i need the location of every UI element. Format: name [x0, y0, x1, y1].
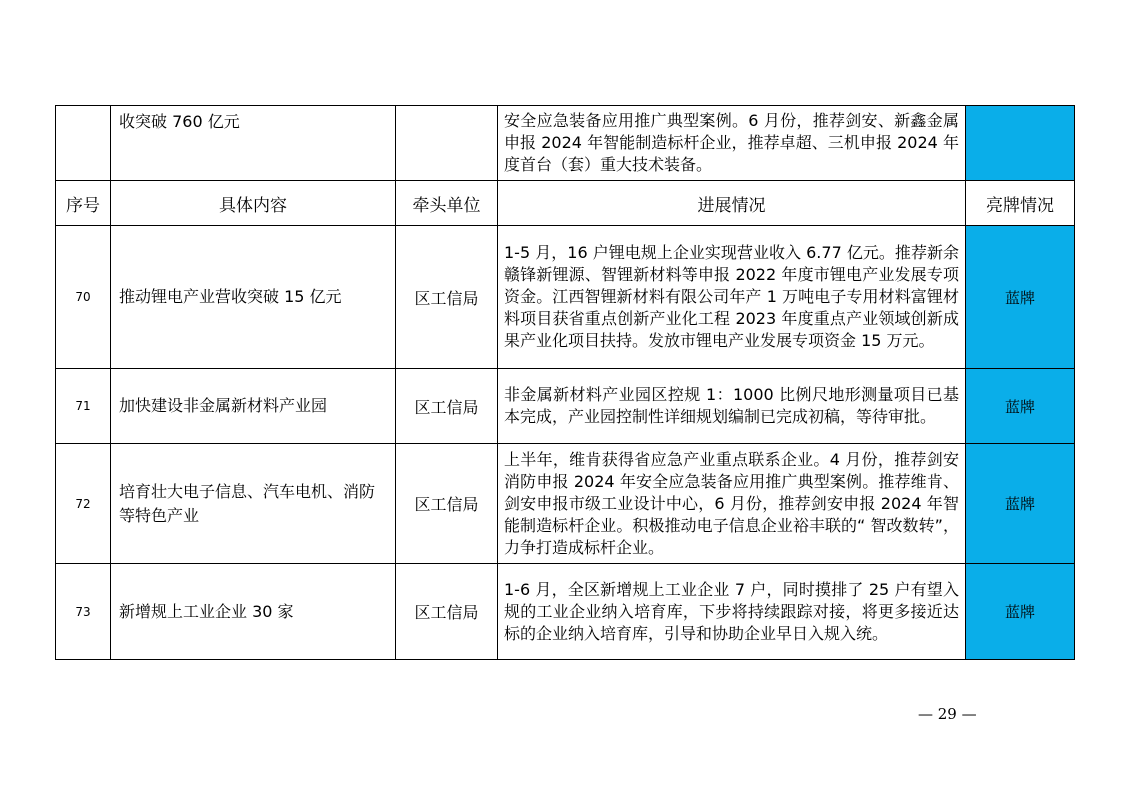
- row-badge: 蓝牌: [966, 564, 1075, 660]
- row-num: 70: [56, 226, 111, 369]
- row-badge: 蓝牌: [966, 369, 1075, 444]
- row-progress: 非金属新材料产业园区控规 1：1000 比例尺地形测量项目已基本完成，产业园控制性详细规划编制已完成初稿，等待审批。: [498, 369, 966, 444]
- row-unit: 区工信局: [396, 226, 498, 369]
- unit-cell: [396, 106, 498, 181]
- progress-cell: 安全应急装备应用推广典型案例。6 月份，推荐剑安、新鑫金属申报 2024 年智能制造标杆企业，推荐卓超、三机申报 2024 年度首台（套）重大技术装备。: [498, 106, 966, 181]
- row-num: 71: [56, 369, 111, 444]
- row-progress: 上半年，维肯获得省应急产业重点联系企业。4 月份，推荐剑安消防申报 2024 年安全应急装备应用推广典型案例。推荐维肯、剑安申报市级工业设计中心，6 月份，推荐剑安申报 2024 年智能制造标杆企业。积极推动电子信息企业裕丰联的“ 智改数转”，力争打造成标杆企业。: [498, 444, 966, 564]
- progress-table: [55, 105, 1075, 660]
- row-num: 72: [56, 444, 111, 564]
- row-progress: 1-5 月，16 户锂电规上企业实现营业收入 6.77 亿元。推荐新余赣锋新锂源、智锂新材料等申报 2022 年度市锂电产业发展专项资金。江西智锂新材料有限公司年产 1 万吨电子专用材料富锂材料项目获省重点创新产业化工程 2023 年度重点产业领域创新成果产业化项目扶持。发放市锂电产业发展专项资金 15 万元。: [498, 226, 966, 369]
- row-content: 加快建设非金属新材料产业园: [111, 369, 396, 444]
- row-unit: 区工信局: [396, 444, 498, 564]
- row-unit: 区工信局: [396, 369, 498, 444]
- row-content: 推动锂电产业营收突破 15 亿元: [111, 226, 396, 369]
- table-row: [56, 564, 1075, 660]
- row-badge: 蓝牌: [966, 444, 1075, 564]
- content-cell: 收突破 760 亿元: [111, 106, 396, 181]
- table-row: [56, 369, 1075, 444]
- header-unit: 牵头单位: [396, 181, 498, 226]
- header-badge: 亮牌情况: [966, 181, 1075, 226]
- row-content: 新增规上工业企业 30 家: [111, 564, 396, 660]
- header-progress: 进展情况: [498, 181, 966, 226]
- table-header-row: [56, 181, 1075, 226]
- row-badge: 蓝牌: [966, 226, 1075, 369]
- page-number: — 29 —: [918, 705, 977, 723]
- badge-cell: [966, 106, 1075, 181]
- table-row: [56, 226, 1075, 369]
- row-progress: 1-6 月，全区新增规上工业企业 7 户，同时摸排了 25 户有望入规的工业企业纳入培育库，下步将持续跟踪对接，将更多接近达标的企业纳入培育库，引导和协助企业早日入规入统。: [498, 564, 966, 660]
- table-row: [56, 444, 1075, 564]
- row-num: 73: [56, 564, 111, 660]
- row-content: 培育壮大电子信息、汽车电机、消防等特色产业: [111, 444, 396, 564]
- row-unit: 区工信局: [396, 564, 498, 660]
- table-row-continued: [56, 106, 1075, 181]
- header-num: 序号: [56, 181, 111, 226]
- num-cell: [56, 106, 111, 181]
- header-content: 具体内容: [111, 181, 396, 226]
